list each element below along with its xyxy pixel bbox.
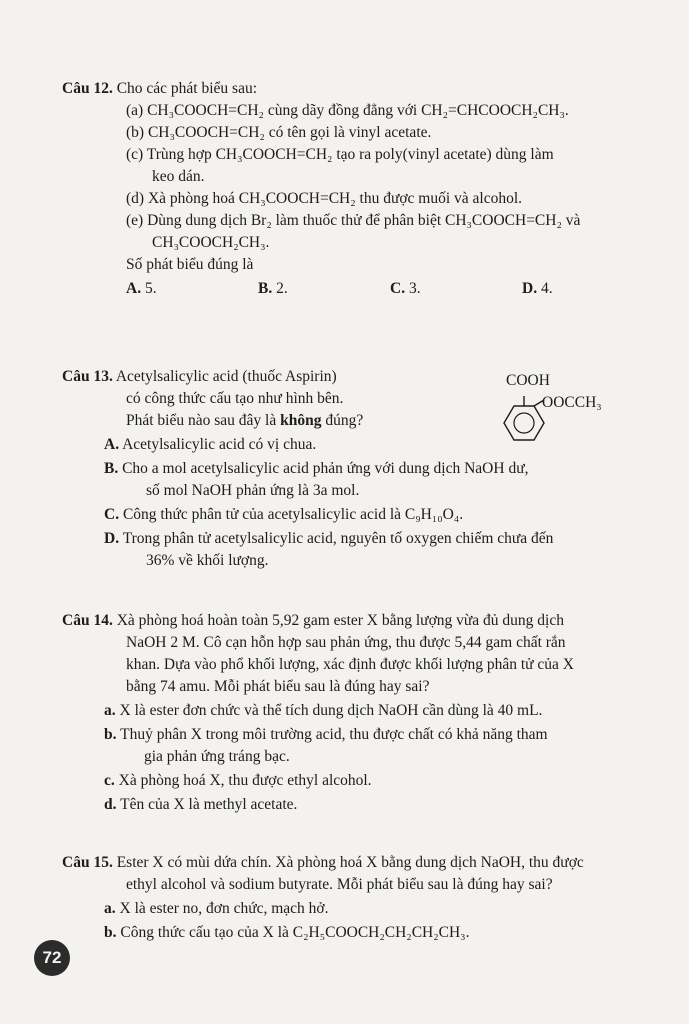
question-label: Câu 14. (62, 612, 113, 629)
question-stem-2: ethyl alcohol và sodium butyrate. Mỗi phát biểu sau là đúng hay sai? (126, 876, 553, 893)
option-c[interactable]: C. Công thức phân tử của acetylsalicylic acid là C₉H₁₀O₄. (104, 506, 464, 523)
statement-d: (d) Xà phòng hoá CH₃COOCH=CH₂ thu được muối và alcohol. (126, 190, 523, 207)
option-d[interactable]: D. Trong phân tử acetylsalicylic acid, nguyên tố oxygen chiếm chưa đến (104, 530, 554, 547)
cooh-label: COOH (506, 372, 550, 389)
question-stem: Acetylsalicylic acid (thuốc Aspirin) (115, 368, 337, 385)
question-label: Câu 12. (62, 80, 113, 97)
answer-a[interactable]: A. 5. (126, 280, 157, 297)
question-stem: Ester X có mùi dứa chín. Xà phòng hoá X bằng dung dịch NaOH, thu được (116, 854, 584, 871)
question-12 (62, 78, 662, 300)
statement-d[interactable]: d. Tên của X là methyl acetate. (104, 796, 298, 813)
answer-c[interactable]: C. 3. (390, 280, 421, 297)
option-a[interactable]: A. Acetylsalicylic acid có vị chua. (104, 436, 317, 453)
question-stem: Cho các phát biểu sau: (116, 80, 258, 97)
statement-b[interactable]: b. Công thức cấu tạo của X là C₂H₅COOCH₂CH₂CH₂CH₃. (104, 924, 470, 941)
statement-c[interactable]: c. Xà phòng hoá X, thu được ethyl alcohol. (104, 772, 372, 789)
question-label: Câu 15. (62, 854, 113, 871)
statement-c-cont: keo dán. (152, 168, 205, 185)
statement-b-cont: gia phản ứng tráng bạc. (144, 748, 290, 765)
question-stem-4: bằng 74 amu. Mỗi phát biểu sau là đúng hay sai? (126, 678, 430, 695)
ooccch3-label: OOCCH₃ (542, 394, 602, 411)
option-d-cont: 36% về khối lượng. (146, 552, 269, 569)
page-number: 72 (34, 940, 70, 976)
answer-choices (62, 278, 662, 300)
question-stem: Xà phòng hoá hoàn toàn 5,92 gam ester X bằng lượng vừa đủ dung dịch (116, 612, 564, 629)
question-stem-2: NaOH 2 M. Cô cạn hỗn hợp sau phản ứng, thu được 5,44 gam chất rắn (126, 634, 566, 651)
statement-a: (a) CH₃COOCH=CH₂ cùng dãy đồng đẳng với CH₂=CHCOOCH₂CH₃. (126, 102, 569, 119)
aspirin-structure (486, 372, 636, 456)
statement-c: (c) Trùng hợp CH₃COOCH=CH₂ tạo ra poly(vinyl acetate) dùng làm (126, 146, 554, 163)
question-stem-3: Phát biểu nào sau đây là không đúng? (126, 412, 364, 429)
statement-e: (e) Dùng dung dịch Br₂ làm thuốc thử để phân biệt CH₃COOCH=CH₂ và (126, 212, 581, 229)
question-stem-2: có công thức cấu tạo như hình bên. (126, 390, 344, 407)
option-b[interactable]: B. Cho a mol acetylsalicylic acid phản ứng với dung dịch NaOH dư, (104, 460, 529, 477)
question-14 (62, 610, 662, 816)
statement-b: (b) CH₃COOCH=CH₂ có tên gọi là vinyl acetate. (126, 124, 432, 141)
question-stem-3: khan. Dựa vào phổ khối lượng, xác định được khối lượng phân tử của X (126, 656, 574, 673)
question-15 (62, 852, 662, 944)
statement-a[interactable]: a. X là ester đơn chức và thể tích dung dịch NaOH cần dùng là 40 mL. (104, 702, 543, 719)
statement-a[interactable]: a. X là ester no, đơn chức, mạch hở. (104, 900, 329, 917)
count-prompt: Số phát biểu đúng là (126, 256, 254, 273)
option-b-cont: số mol NaOH phản ứng là 3a mol. (146, 482, 360, 499)
statement-b[interactable]: b. Thuỷ phân X trong môi trường acid, thu được chất có khả năng tham (104, 726, 548, 743)
question-label: Câu 13. (62, 368, 113, 385)
answer-d[interactable]: D. 4. (522, 280, 553, 297)
statement-e-cont: CH₃COOCH₂CH₃. (152, 234, 270, 251)
answer-b[interactable]: B. 2. (258, 280, 288, 297)
